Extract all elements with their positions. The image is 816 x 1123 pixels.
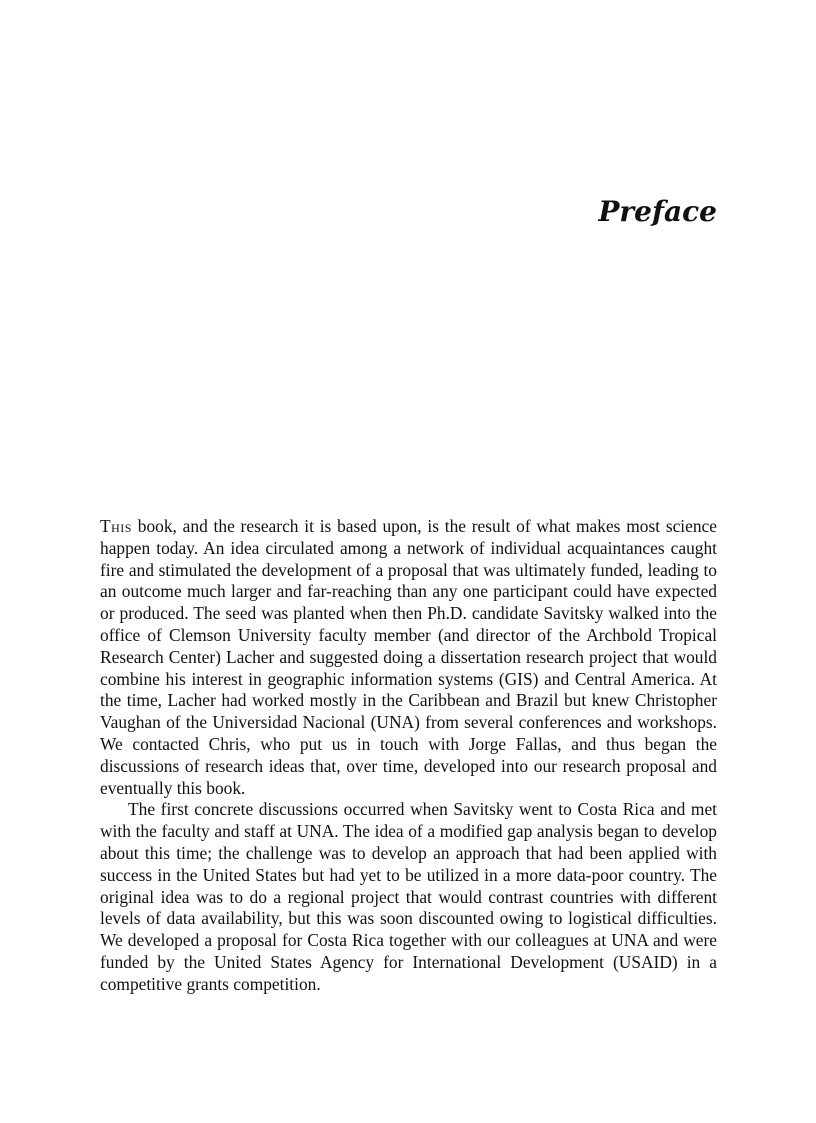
paragraph-1-text: book, and the research it is based upon, is the result of what makes most science happen today. An idea circulated among a network of individual acquaintances caught fire and stimulated the development of a proposal that was ultimately funded, leading to an outcome much larger and far-reaching than any one participant could have expected or produced. The seed was planted when then Ph.D. candidate Savitsky walked into the office of Clemson University faculty member (and director of the Archbold Tropical Research Center) Lacher and suggested doing a dissertation research project that would combine his interest in geographic information systems (GIS) and Central America. At the time, Lacher had worked mostly in the Caribbean and Brazil but knew Christopher Vaughan of the Universidad Nacional (UNA) from several conferences and workshops. We contacted Chris, who put us in touch with Jorge Fallas, and thus began the discussions of research ideas that, over time, developed into our research proposal and eventually this book. [100, 516, 717, 798]
chapter-title: Preface [598, 195, 717, 228]
paragraph-2: The first concrete discussions occurred when Savitsky went to Costa Rica and met with the faculty and staff at UNA. The idea of a modified gap analysis began to develop about this time; the challenge was to develop an approach that had been applied with success in the United States but had yet to be utilized in a more data-poor country. The original idea was to do a regional project that would contrast countries with different levels of data availability, but this was soon discounted owing to logistical difficulties. We developed a proposal for Costa Rica together with our colleagues at UNA and were funded by the United States Agency for International Development (USAID) in a competitive grants competition. [100, 799, 717, 994]
paragraph-lead-smallcaps: This [100, 516, 132, 536]
paragraph-1 [100, 516, 717, 799]
preface-body [100, 516, 717, 996]
